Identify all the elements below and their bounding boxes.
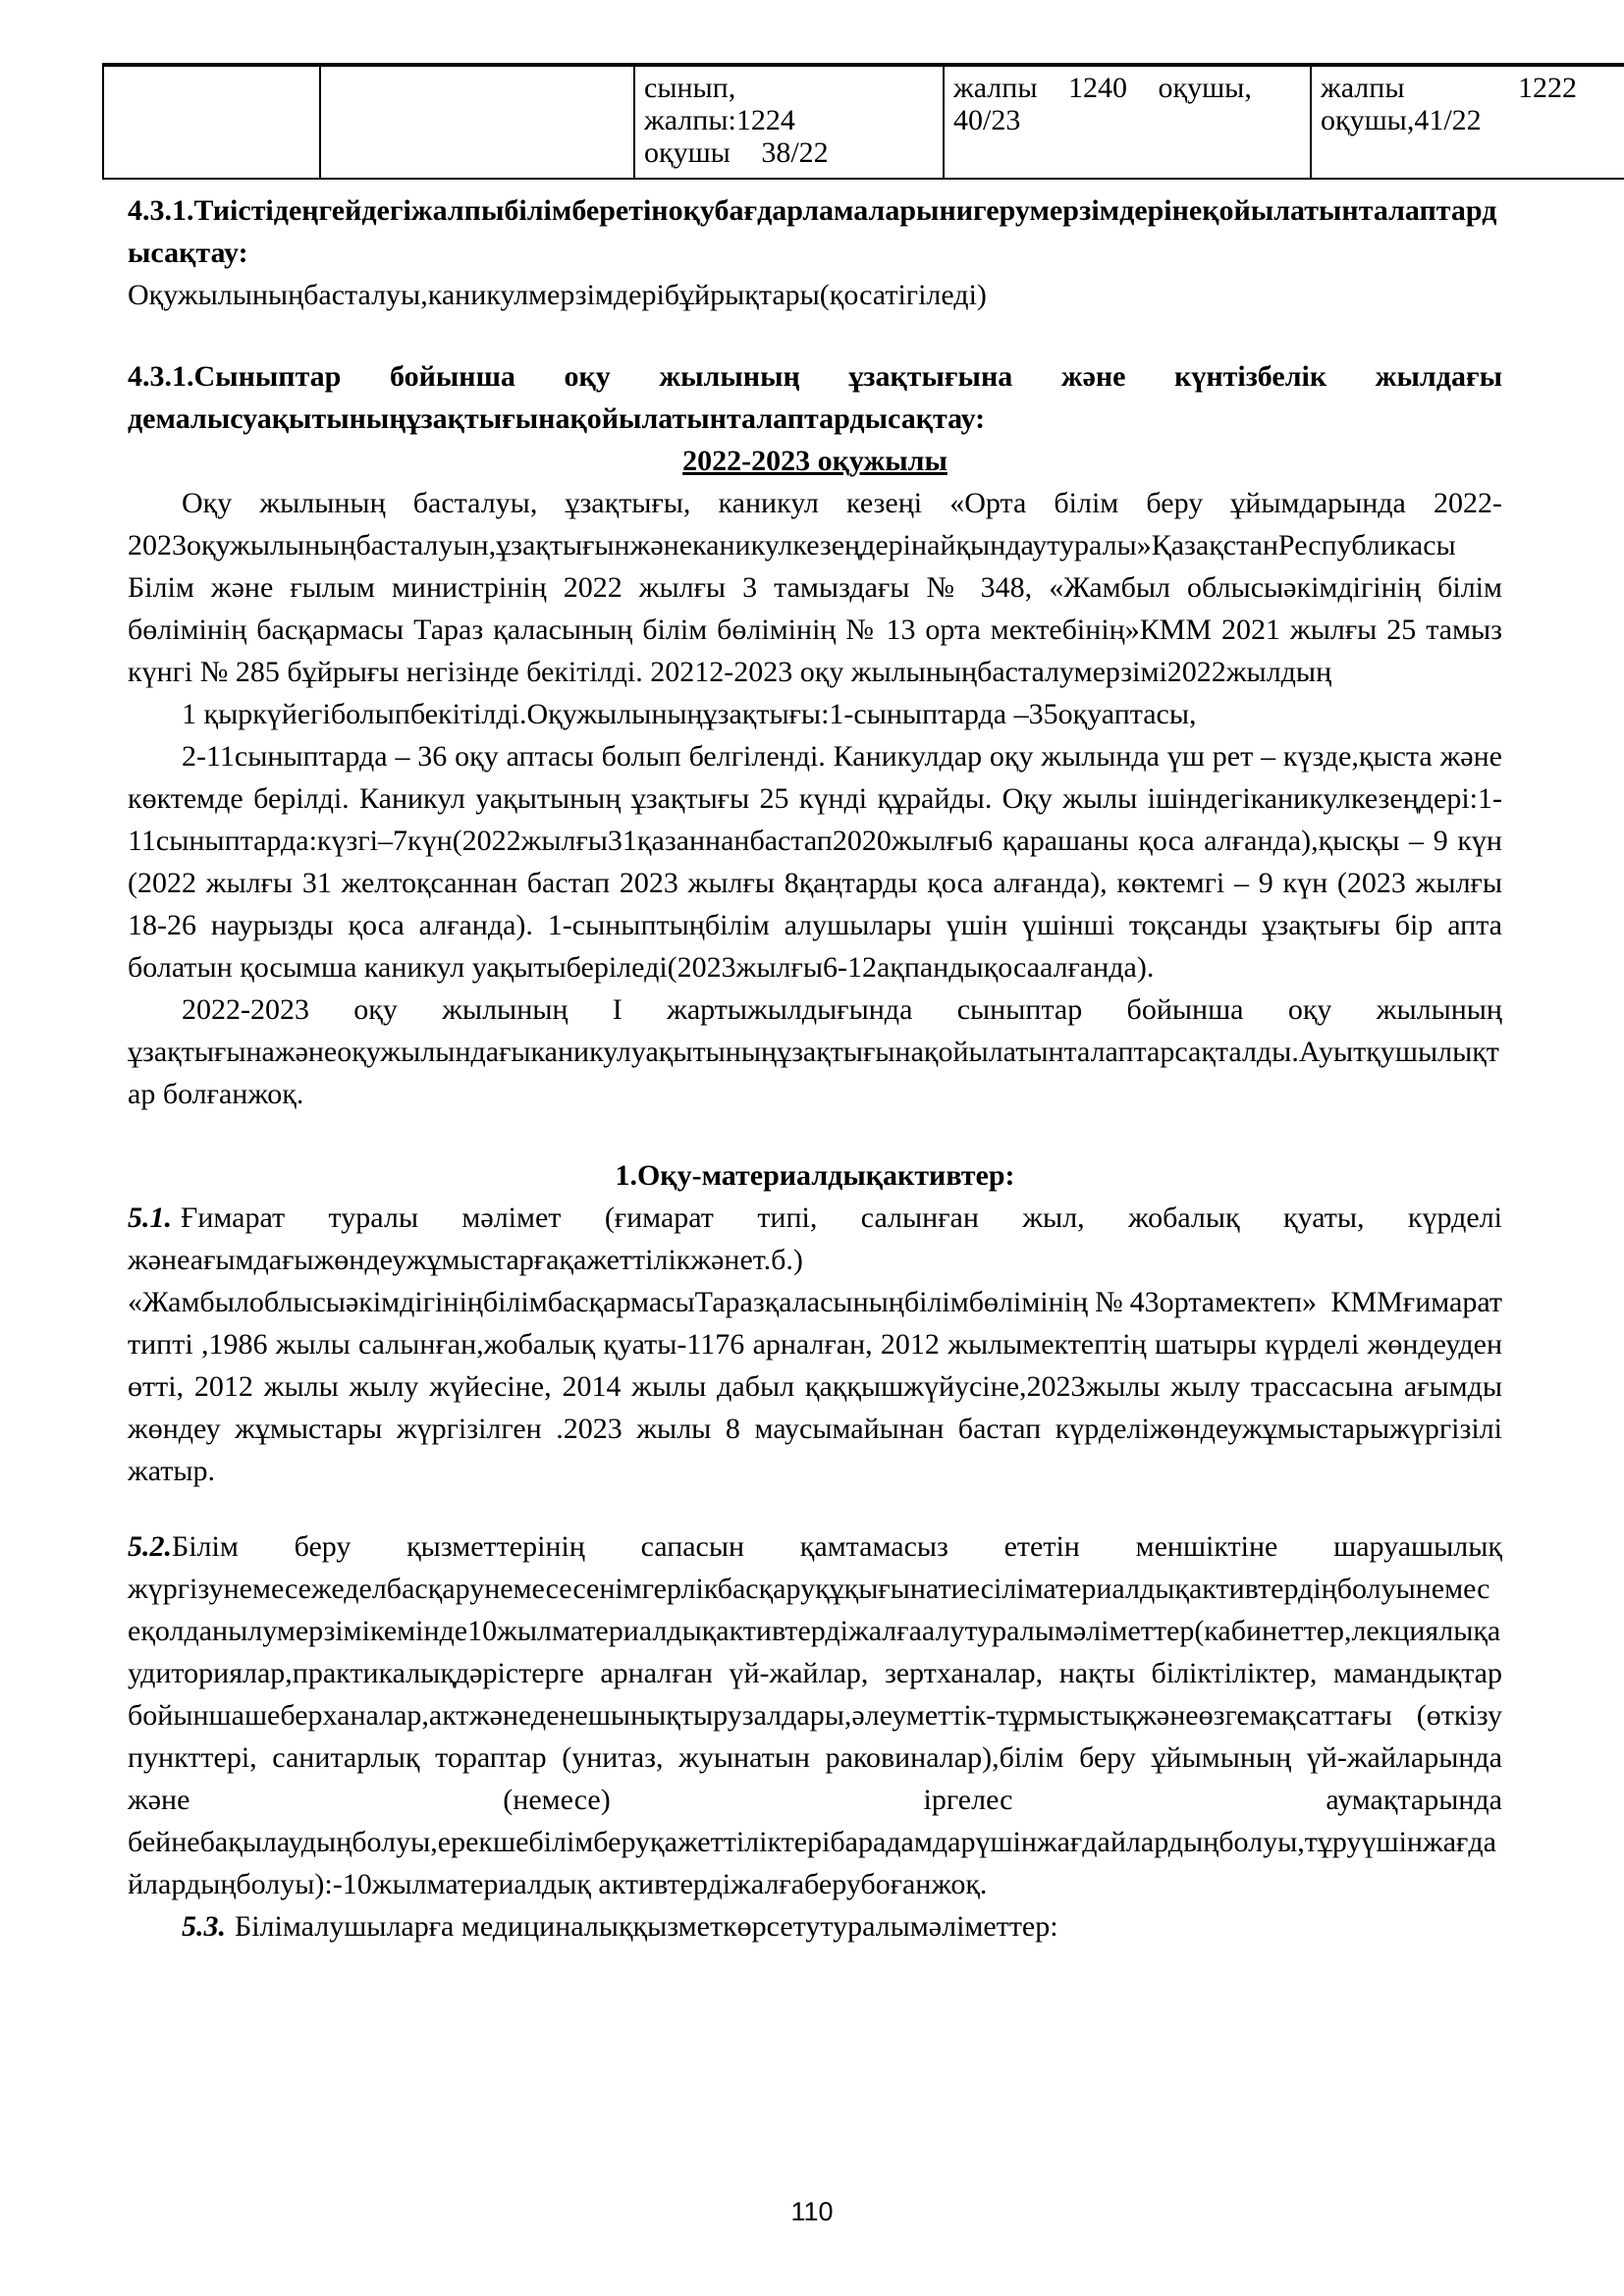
para-building-info: «ЖамбылоблысыәкімдігініңбілімбасқармасыТаразқаласыныңбілімбөлімінің№43ортамектеп» КММғимарат типті ,1986 жылы салынған,жобалық қуаты-1176 арналған, 2012 жылымектептің шатыры күрделі жөндеуден өтті, 2012 жылы жылу жүйесіне, 2014 жылы дабыл қаққышжүйусіне,2023жылы жылу трассасына ағымды жөндеу жұмыстары жүргізілген .2023 жылы 8 маусымайынан бастап күрделіжөндеужұмыстарыжүргізілі жатыр. bbox=[128, 1286, 1502, 1487]
para-5-1-label: 5.1. bbox=[128, 1201, 172, 1234]
cell-line: жалпы 1240 оқушы, bbox=[953, 72, 1252, 104]
orders-note: Оқужылыныңбасталуы,каникулмерзімдерібұйрықтары(қосатігіледі) bbox=[128, 279, 987, 311]
document-content bbox=[128, 0, 1577, 1948]
school-year-heading: 2022-2023 оқужылы bbox=[682, 445, 947, 477]
page-number: 110 bbox=[790, 2197, 834, 2226]
cell-line: 40/23 bbox=[953, 104, 1021, 136]
cell-line: оқушы 38/22 bbox=[644, 136, 829, 169]
table-cell-3 bbox=[634, 65, 944, 179]
para-5-2-label: 5.2. bbox=[128, 1530, 172, 1563]
para-5-3-label: 5.3. bbox=[182, 1910, 226, 1943]
table-row bbox=[103, 65, 1624, 179]
table-cell-5 bbox=[1311, 65, 1624, 179]
cell-line: сынып, bbox=[644, 72, 736, 104]
para-weeks: 2-11сыныптарда – 36 оқу аптасы болып белгіленді. Каникулдар оқу жылында үш рет – күзде,қыста және көктемде берілді. Каникул уақытының ұзақтығы 25 күнді құрайды. Оқу жылы ішіндегіканикулкезеңдері:1-11сыныптарда:күзгі–7күн(2022жылғы31қазаннанбастап2020жылғы6 қарашаны қоса алғанда),қысқы – 9 күн (2022 жылғы 31 желтоқсаннан бастап 2023 жылғы 8қаңтарды қоса алғанда), көктемгі – 9 күн (2023 жылғы 18-26 наурызды қоса алғанда). 1-сыныптыңбілім алушылары үшін үшінші тоқсанды ұзақтығы бір апта болатын қосымша каникул уақытыберіледі(2023жылғы6-12ақпандықосаалғанда). bbox=[128, 740, 1502, 984]
cell-line: оқушы,41/22 bbox=[1321, 104, 1482, 136]
section-heading-4-3-1-compliance: 4.3.1.Тиістідеңгейдегіжалпыбілімберетіноқубағдарламаларынигерумерзімдерінеқойылатынталаптардысақтау: bbox=[128, 194, 1497, 269]
section-heading-4-3-1-classes: 4.3.1.Сыныптар бойынша оқу жылының ұзақтығына және күнтізбелік жылдағы демалысуақытыныңұзақтығынақойылатынталаптардысақтау: bbox=[128, 360, 1502, 435]
cell-line: жалпы 1222 bbox=[1321, 72, 1577, 104]
para-5-1 bbox=[128, 1197, 1502, 1281]
para-5-3 bbox=[128, 1905, 1502, 1948]
table-cell-1 bbox=[103, 65, 320, 179]
para-5-1-text: Ғимарат туралы мәлімет (ғимарат типі, салынған жыл, жобалық қуаты, күрделі жәнеағымдағыжөндеужұмыстарғақажеттілікжәнет.б.) bbox=[128, 1201, 1502, 1276]
table-cell-2 bbox=[320, 65, 634, 179]
continuation-table bbox=[102, 63, 1624, 180]
table-cell-4 bbox=[944, 65, 1311, 179]
para-september: 1 қыркүйегіболыпбекітілді.Оқужылыныңұзақтығы:1-сыныптарда –35оқуаптасы, bbox=[182, 698, 1197, 730]
para-5-2 bbox=[128, 1525, 1502, 1905]
para-half-year: 2022-2023 оқу жылының I жартыжылдығында сыныптар бойынша оқу жылының ұзақтығынажәнеоқужылындағыканикулуақытыныңұзақтығынақойылатынталаптарсақталды.Ауытқушылықтар болғанжоқ. bbox=[128, 993, 1502, 1110]
assets-section-heading: 1.Оқу-материалдықактивтер: bbox=[615, 1159, 1015, 1192]
para-intro: Оқу жылының басталуы, ұзақтығы, каникул кезеңі «Орта білім беру ұйымдарында 2022-2023оқужылыныңбасталуын,ұзақтығынжәнеканикулкезеңдерінайқындаутуралы»ҚазақстанРеспубликасы Білім және ғылым министрінің 2022 жылғы 3 тамыздағы № 348, «Жамбыл облысыәкімдігінің білім бөлімінің басқармасы Тараз қаласының білім бөлімінің № 13 орта мектебінің»КММ 2021 жылғы 25 тамыз күнгі № 285 бұйрығы негізінде бекітілді. 20212-2023 оқу жылыныңбасталумерзімі2022жылдың bbox=[128, 487, 1502, 688]
para-5-3-text: Білімалушыларға медициналыққызметкөрсетутуралымәліметтер: bbox=[235, 1910, 1058, 1943]
para-5-2-text: Білім беру қызметтерінің сапасын қамтамасыз ететін меншіктіне шаруашылық жүргізунемесежеделбасқарунемесесенімгерлікбасқаруқұқығынатиесіліматериалдықактивтердіңболуынемесеқолданылумерзімікемінде10жылматериалдықактивтердіжалғаалутуралымәліметтер(кабинеттер,лекциялықаудиториялар,практикалықдәрістерге арналған үй-жайлар, зертханалар, нақты біліктіліктер, мамандықтар бойыншашеберханалар,актжәнеденешынықтырузалдары,әлеуметтік-тұрмыстықжәнеөзгемақсаттағы (өткізу пункттері, санитарлық тораптар (унитаз, жуынатын раковиналар),білім беру ұйымының үй-жайларында және (немесе) іргелес аумақтарында бейнебақылаудыңболуы,ерекшебілімберуқажеттіліктерібарадамдарүшінжағдайлардыңболуы,тұруүшінжағдайлардыңболуы):-10жылматериалдық активтердіжалғаберубоғанжоқ. bbox=[128, 1530, 1502, 1900]
cell-line: жалпы:1224 bbox=[644, 104, 795, 136]
